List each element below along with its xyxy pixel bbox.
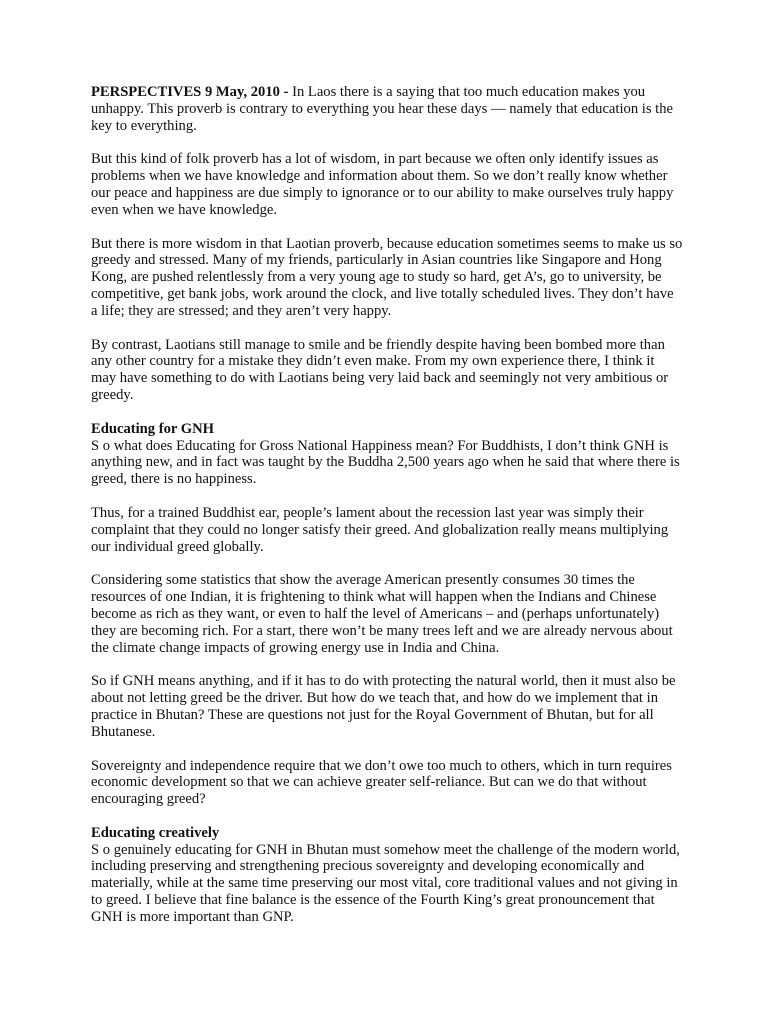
section-body-paragraph: S o genuinely educating for GNH in Bhutan must somehow meet the challenge of the modern world, including preserving and strengthening precious sovereignty and developing economically and materially, while at the same time preserving our most vital, core traditional values and not giving in to greed. I believe that fine balance is the essence of the Fourth King’s great pronouncement that GNH is more important than GNP. (91, 841, 680, 925)
section-heading-educating-creatively: Educating creatively (91, 824, 220, 841)
section-heading-educating-for-gnh: Educating for GNH (91, 420, 214, 437)
body-paragraph: But this kind of folk proverb has a lot of wisdom, in part because we often only identify issues as problems when we have knowledge and information about them. So we don’t really know whether our peace and happiness are due simply to ignorance or to our ability to make ourselves truly happy even when we have knowledge. (91, 151, 674, 218)
body-paragraph: But there is more wisdom in that Laotian proverb, because education sometimes seems to make us so greedy and stressed. Many of my friends, particularly in Asian countries like Singapore and Hong Kong, are pushed relentlessly from a very young age to study so hard, get A’s, go to university, be competitive, get bank jobs, work around the clock, and live totally scheduled lives. They don’t have a life; they are stressed; and they aren’t very happy. (91, 235, 683, 319)
intro-text: In Laos there is a saying that too much education makes you unhappy. This proverb is contrary to everything you hear these days — namely that education is the key to everything. (91, 84, 673, 134)
body-paragraph: By contrast, Laotians still manage to smile and be friendly despite having been bombed more than any other country for a mistake they didn’t even make. From my own experience there, I think it may have something to do with Laotians being very laid back and seemingly not very ambitious or greedy. (91, 336, 669, 403)
body-paragraph: Considering some statistics that show the average American presently consumes 30 times the resources of one Indian, it is frightening to think what will happen when the Indians and Chinese become as rich as they want, or even to half the level of Americans – and (perhaps unfortunately) they are becoming rich. For a start, there won’t be many trees left and we are already nervous about the climate change impacts of growing energy use in India and China. (91, 572, 673, 656)
body-paragraph: So if GNH means anything, and if it has to do with protecting the natural world, then it must also be about not letting greed be the driver. But how do we teach that, and how do we implement that in practice in Bhutan? These are questions not just for the Royal Government of Bhutan, but for all Bhutanese. (91, 673, 676, 740)
body-paragraph: Sovereignty and independence require that we don’t owe too much to others, which in turn requires economic development so that we can achieve greater self-reliance. But can we do that without encouraging greed? (91, 757, 672, 808)
body-paragraph: Thus, for a trained Buddhist ear, people’s lament about the recession last year was simply their complaint that they could no longer satisfy their greed. And globalization really means multiplying our individual greed globally. (91, 504, 669, 555)
section-body-paragraph: S o what does Educating for Gross National Happiness mean? For Buddhists, I don’t think GNH is anything new, and in fact was taught by the Buddha 2,500 years ago when he said that where there is greed, there is no happiness. (91, 437, 680, 488)
intro-paragraph (91, 84, 683, 134)
dateline: PERSPECTIVES 9 May, 2010 - (91, 84, 289, 100)
document-page (91, 84, 683, 943)
